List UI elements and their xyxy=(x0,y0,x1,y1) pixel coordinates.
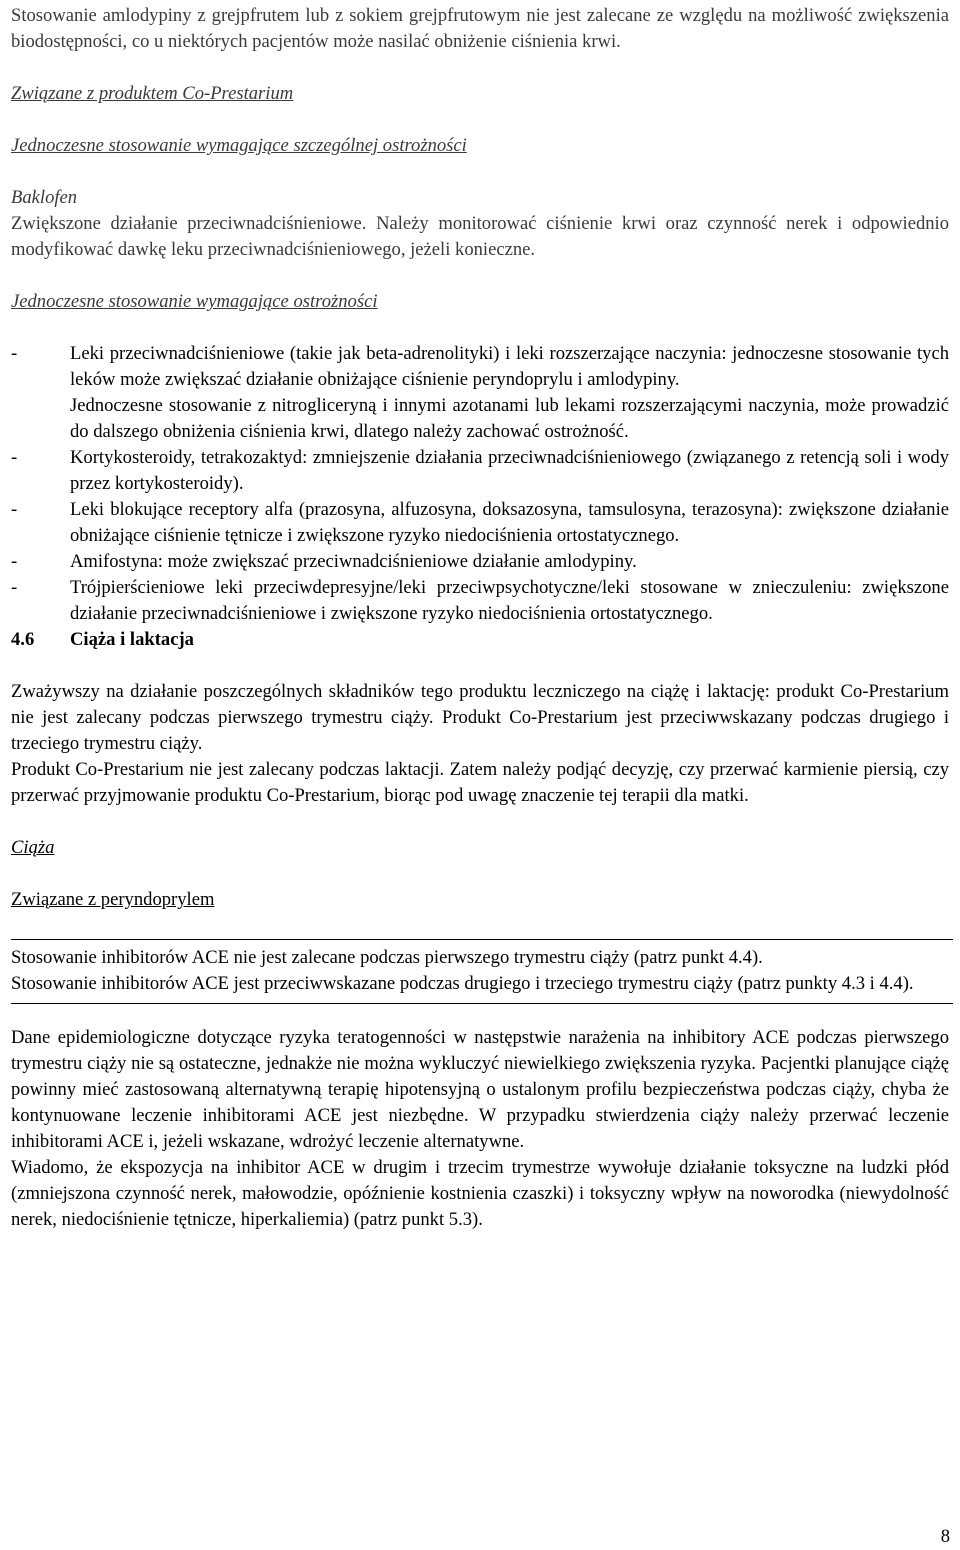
boxed-warning-line: Stosowanie inhibitorów ACE nie jest zalecane podczas pierwszego trymestru ciąży (patrz punkt 4.4). xyxy=(11,947,763,968)
interaction-list xyxy=(11,341,949,627)
list-dash: - xyxy=(11,499,18,520)
section-number: 4.6 xyxy=(11,629,35,650)
list-item-text: Leki przeciwnadciśnieniowe (takie jak beta-adrenolityki) i leki rozszerzające naczynia: jednoczesne stosowanie tych leków może zwiększać działanie obniżające ciśnienie peryndoprylu i amlodypiny. xyxy=(70,343,949,390)
list-item xyxy=(11,497,949,549)
list-dash: - xyxy=(11,343,18,364)
document-content xyxy=(11,3,949,1233)
baclofen-effect: Zwiększone działanie przeciwnadciśnieniowe. xyxy=(11,213,377,234)
list-item xyxy=(11,445,949,497)
exposure-paragraph: Wiadomo, że ekspozycja na inhibitor ACE w drugim i trzecim trymestrze wywołuje działanie toksyczne na ludzki płód (zmniejszona czynność nerek, małowodzie, opóźnienie kostnienia czaszki) i toksyczny wpływ na noworodka (niewydolność nerek, niedociśnienie tętnicze, hiperkaliemia) (patrz punkt 5.3). xyxy=(11,1157,949,1230)
list-item-text: Trójpierścieniowe leki przeciwdepresyjne/leki przeciwpsychotyczne/leki stosowane w znieczuleniu: zwiększone działanie przeciwnadciśnieniowe i zwiększone ryzyko niedociśnienia ortostatycznego. xyxy=(70,577,949,624)
list-item xyxy=(11,341,949,445)
caution-heading: Jednoczesne stosowanie wymagające ostrożności xyxy=(11,291,378,312)
special-caution-heading: Jednoczesne stosowanie wymagające szczególnej ostrożności xyxy=(11,135,467,156)
grapefruit-paragraph: Stosowanie amlodypiny z grejpfrutem lub z sokiem grejpfrutowym nie jest zalecane ze względu na możliwość zwiększenia biodostępności, co u niektórych pacjentów może nasilać obniżenie ciśnienia krwi. xyxy=(11,5,949,52)
coprestarium-heading: Związane z produktem Co-Prestarium xyxy=(11,83,294,104)
lactation-paragraph: Produkt Co-Prestarium nie jest zalecany podczas laktacji. Zatem należy podjąć decyzję, czy przerwać karmienie piersią, czy przerwać przyjmowanie produktu Co-Prestarium, biorąc pod uwagę znaczenie tej terapii dla matki. xyxy=(11,759,949,806)
perindopril-heading: Związane z peryndoprylem xyxy=(11,889,215,910)
list-dash: - xyxy=(11,551,18,572)
list-dash: - xyxy=(11,577,18,598)
list-item xyxy=(11,575,949,627)
page-number: 8 xyxy=(940,1526,950,1547)
list-dash: - xyxy=(11,447,18,468)
pregnancy-heading: Ciąża xyxy=(11,837,55,858)
list-item-text: Amifostyna: może zwiększać przeciwnadciśnieniowe działanie amlodypiny. xyxy=(70,551,637,572)
boxed-warning-line: Stosowanie inhibitorów ACE jest przeciwwskazane podczas drugiego i trzeciego trymestru ciąży (patrz punkty 4.3 i 4.4). xyxy=(11,973,914,994)
list-item-text: Kortykosteroidy, tetrakozaktyd: zmniejszenie działania przeciwnadciśnieniowego (związanego z retencją soli i wody przez kortykosteroidy). xyxy=(70,447,949,494)
baclofen-heading: Baklofen xyxy=(11,187,78,208)
boxed-warning xyxy=(11,939,953,1004)
epidemiology-paragraph: Dane epidemiologiczne dotyczące ryzyka teratogenności w następstwie narażenia na inhibitory ACE podczas pierwszego trymestru ciąży nie są ostateczne, jednakże nie można wykluczyć niewielkiego zwiększenia ryzyka. Pacjentki planujące ciążę powinny mieć zastosowaną alternatywną terapię hipotensyjną o ustalonym profilu bezpieczeństwa podczas ciąży, chyba że kontynuowane leczenie inhibitorami ACE jest niezbędne. W przypadku stwierdzenia ciąży należy przerwać leczenie inhibitorami ACE i, jeżeli wskazane, wdrożyć leczenie alternatywne. xyxy=(11,1027,949,1152)
section-title: Ciąża i laktacja xyxy=(70,629,194,650)
baclofen-monitoring: Należy monitorować ciśnienie krwi oraz czynność nerek i odpowiednio modyfikować dawkę leku przeciwnadciśnieniowego, jeżeli konieczne. xyxy=(11,213,950,260)
baclofen-paragraph xyxy=(11,211,949,263)
list-item xyxy=(11,549,949,575)
list-item-text: Leki blokujące receptory alfa (prazosyna, alfuzosyna, doksazosyna, tamsulosyna, terazosyna): zwiększone działanie obniżające ciśnienie tętnicze i zwiększone ryzyko niedociśnienia ortostatycznego. xyxy=(70,499,949,546)
list-item-extra: Jednoczesne stosowanie z nitrogliceryną i innymi azotanami lub lekami rozszerzającymi naczynia, może prowadzić do dalszego obniżenia ciśnienia krwi, dlatego należy zachować ostrożność. xyxy=(70,395,949,442)
pregnancy-lactation-paragraph: Zważywszy na działanie poszczególnych składników tego produktu leczniczego na ciążę i laktację: produkt Co-Prestarium nie jest zalecany podczas pierwszego trymestru ciąży. Produkt Co-Prestarium jest przeciwwskazany podczas drugiego i trzeciego trymestru ciąży. xyxy=(11,681,949,754)
section-heading-4-6 xyxy=(11,627,949,653)
